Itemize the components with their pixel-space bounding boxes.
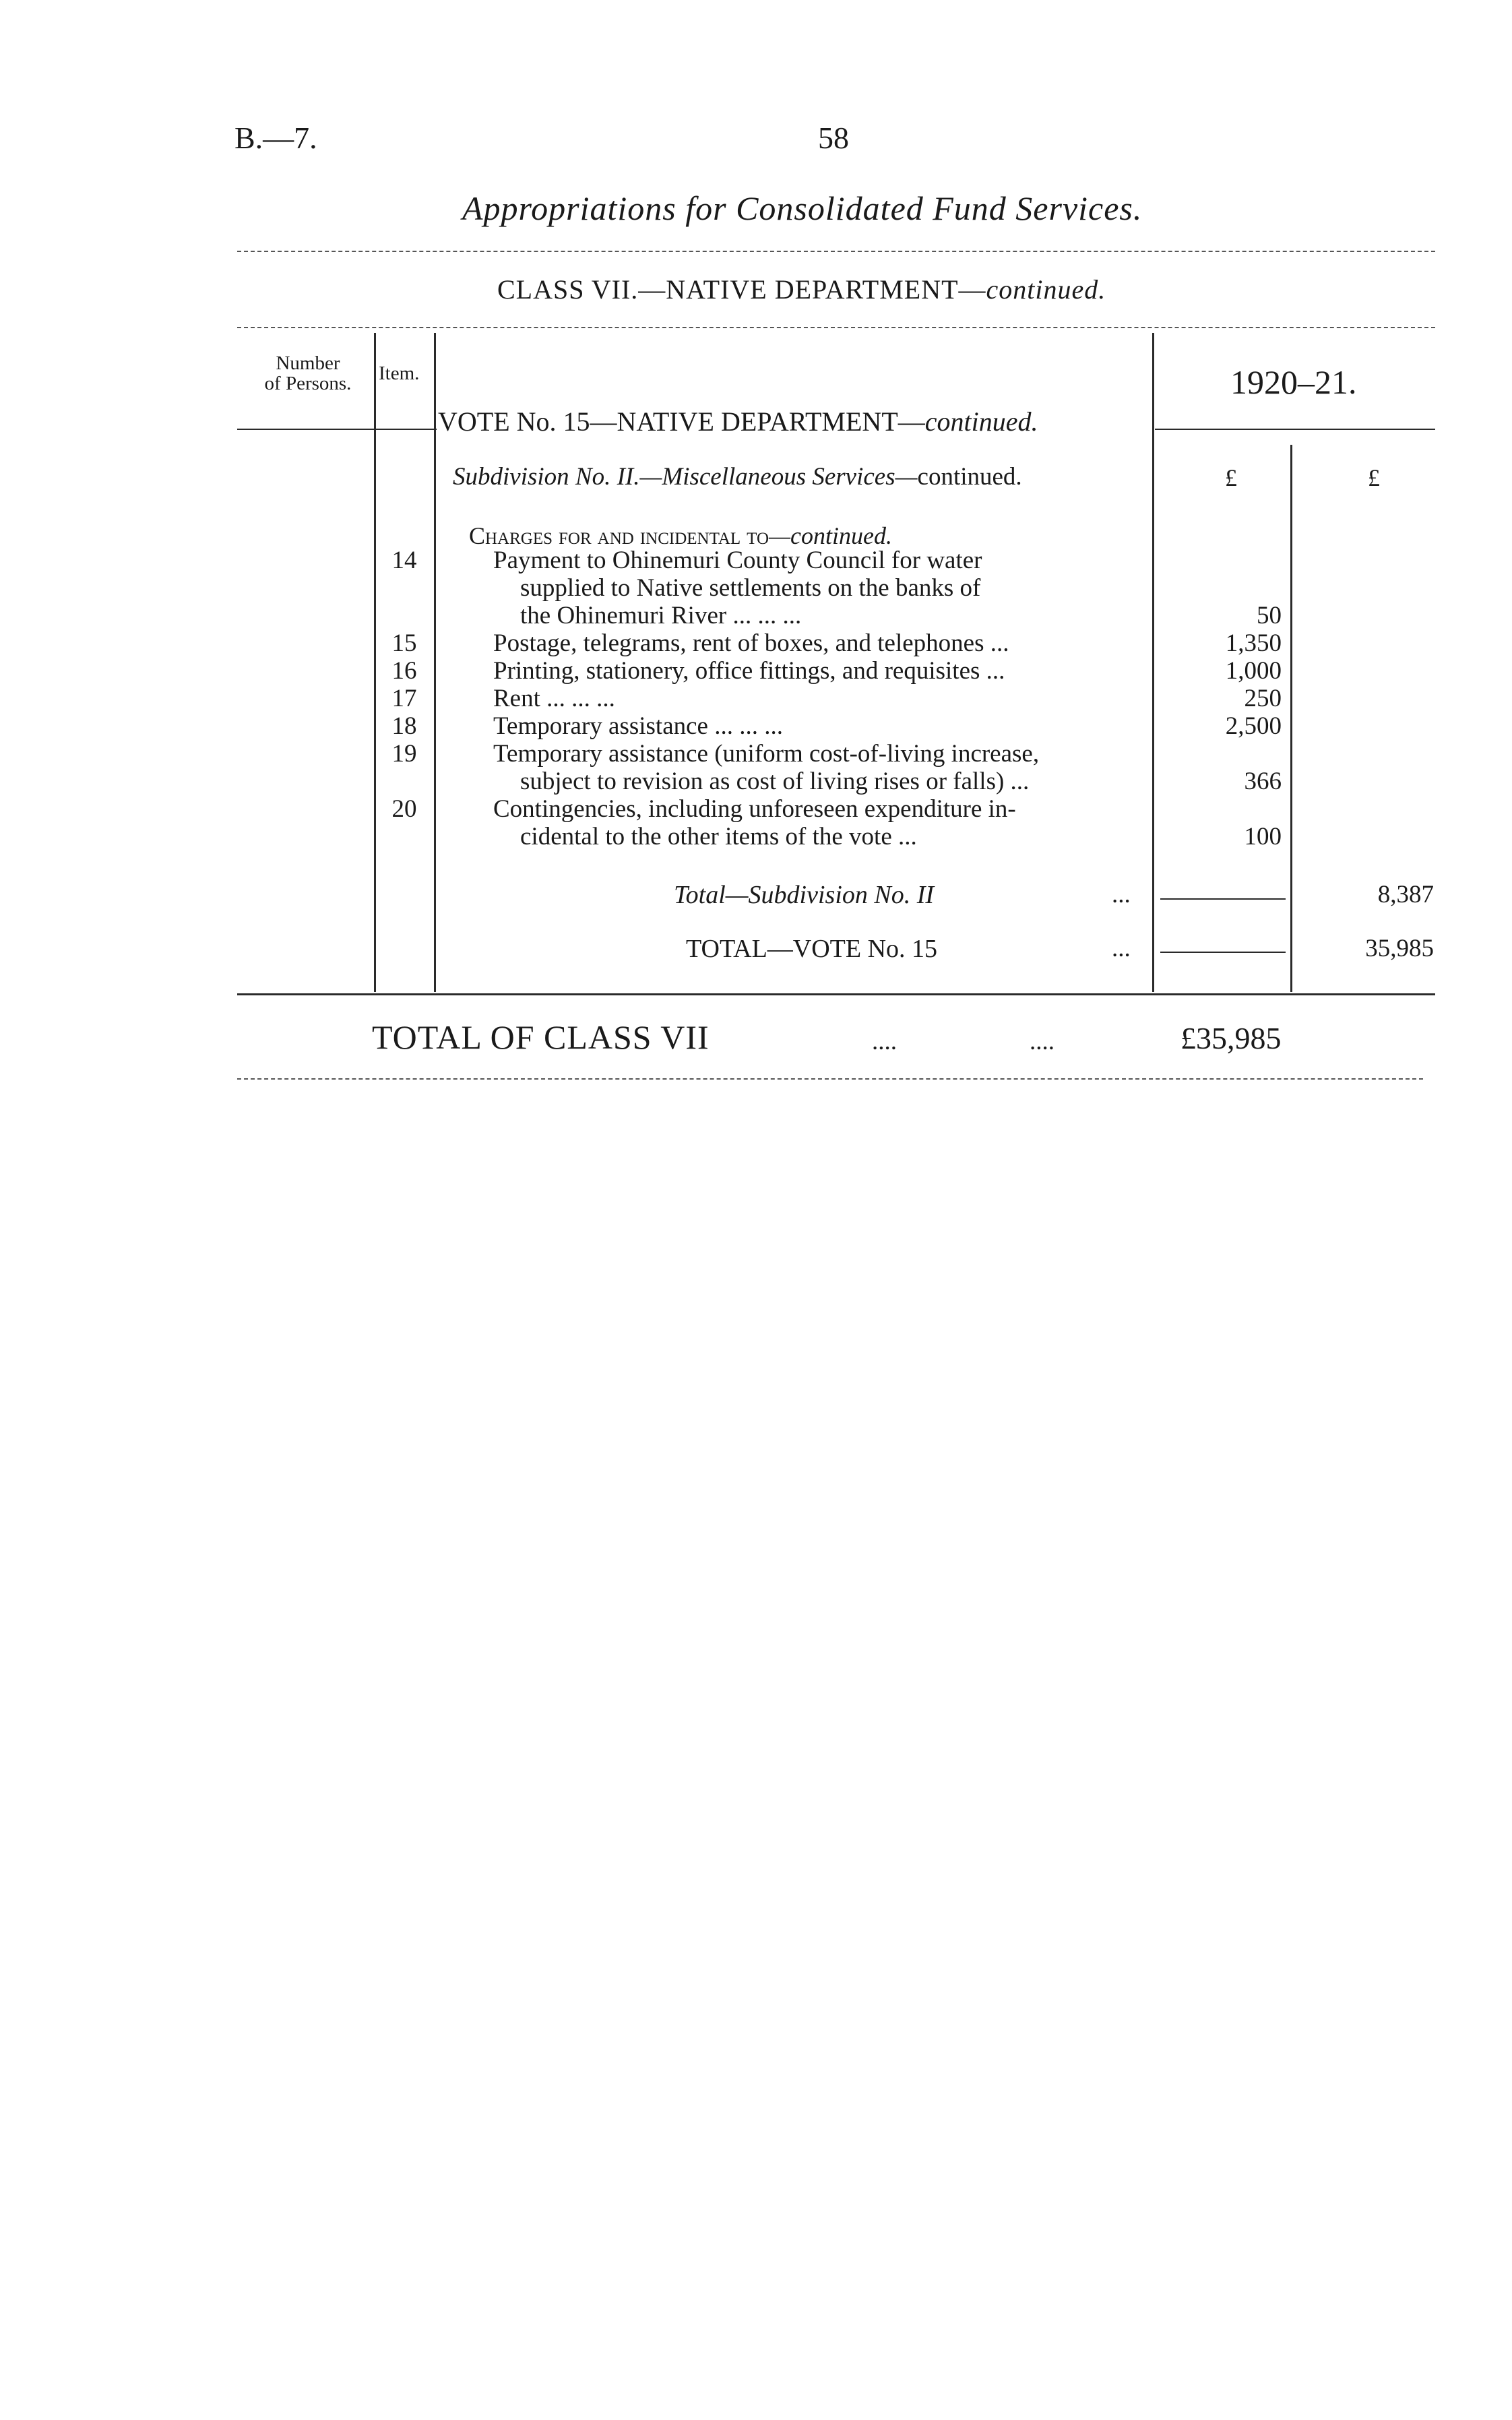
currency-symbol-2: £ (1368, 464, 1380, 491)
vote-heading-cont: continued. (924, 406, 1038, 437)
class-heading-cont: continued. (986, 274, 1106, 305)
item-amount: 100 (1244, 823, 1282, 850)
class-total-dots-1: .... (872, 1028, 897, 1055)
page-number: 58 (818, 121, 849, 155)
page-title: Appropriations for Consolidated Fund Services. (462, 189, 1143, 227)
header-year: 1920–21. (1230, 363, 1357, 401)
item-number: 18 (391, 712, 417, 740)
class-total-amount: £35,985 (1180, 1021, 1282, 1055)
subdivision-heading (453, 462, 1022, 491)
col-rule-item (434, 333, 436, 992)
item-amount: 250 (1244, 685, 1282, 712)
class-heading (497, 274, 1106, 305)
charges-heading-main: Charges for and incidental to (469, 522, 769, 549)
header-rule-right (1155, 429, 1435, 430)
item-number: 16 (391, 657, 417, 685)
table-bottom-rule (237, 993, 1435, 995)
class-rule (237, 327, 1435, 328)
class-total-label: TOTAL OF CLASS VII (372, 1018, 710, 1056)
class-total-dots-2: .... (1030, 1028, 1054, 1055)
item-description-line: cidental to the other items of the vote ... (520, 823, 917, 850)
vote-heading (438, 406, 1038, 437)
item-description-line: Temporary assistance (uniform cost-of-living increase, (493, 740, 1040, 768)
vote-total-label: TOTAL—VOTE No. 15 (686, 935, 938, 963)
title-rule (237, 251, 1435, 252)
item-number: 20 (391, 795, 417, 823)
subdivision-total-dots: ... (1112, 881, 1131, 908)
vote-total-amount: 35,985 (1365, 935, 1434, 962)
header-number-of-persons (251, 353, 365, 394)
item-description-line: Temporary assistance ... ... ... (493, 712, 783, 740)
header-item: Item. (379, 363, 420, 384)
item-amount: 1,350 (1225, 629, 1282, 657)
subdivision-heading-main: Subdivision No. II.—Miscellaneous Services— (453, 463, 918, 491)
subdivision-total-label: Total—Subdivision No. II (674, 881, 935, 909)
charges-heading-cont: —continued. (769, 522, 893, 549)
item-number: 17 (391, 685, 417, 712)
subdivision-total-amount: 8,387 (1377, 881, 1434, 908)
header-rule-left (237, 429, 437, 430)
item-description-line: subject to revision as cost of living rises or falls) ... (520, 768, 1030, 795)
subdivision-total-rule (1160, 898, 1286, 900)
col-rule-desc (1152, 333, 1154, 992)
currency-symbol-1: £ (1225, 464, 1237, 491)
item-amount: 50 (1257, 602, 1282, 629)
vote-total-dots: ... (1112, 935, 1131, 962)
item-description-line: Postage, telegrams, rent of boxes, and telephones ... (493, 629, 1009, 657)
item-description-line: Rent ... ... ... (493, 685, 615, 712)
subdivision-heading-cont: continued. (917, 463, 1022, 491)
vote-total-rule (1160, 952, 1286, 953)
item-number: 19 (391, 740, 417, 768)
item-amount: 366 (1244, 768, 1282, 795)
item-description-line: Payment to Ohinemuri County Council for water (493, 547, 982, 574)
col-rule-persons (374, 333, 376, 992)
class-total-rule (237, 1078, 1423, 1080)
header-persons-line-2: of Persons. (264, 373, 352, 394)
col-rule-amount (1290, 445, 1292, 992)
item-amount: 1,000 (1225, 657, 1282, 685)
item-number: 15 (391, 629, 417, 657)
class-heading-main: CLASS VII.—NATIVE DEPARTMENT— (497, 274, 986, 305)
item-description-line: the Ohinemuri River ... ... ... (520, 602, 802, 629)
item-amount: 2,500 (1225, 712, 1282, 740)
item-description-line: Printing, stationery, office fittings, and requisites ... (493, 657, 1005, 685)
item-number: 14 (391, 547, 417, 574)
item-description-line: supplied to Native settlements on the banks of (520, 574, 981, 602)
vote-heading-main: VOTE No. 15—NATIVE DEPARTMENT— (438, 406, 925, 437)
item-description-line: Contingencies, including unforeseen expenditure in- (493, 795, 1016, 823)
header-persons-line-1: Number (276, 352, 340, 374)
page-ref: B.—7. (234, 121, 317, 155)
